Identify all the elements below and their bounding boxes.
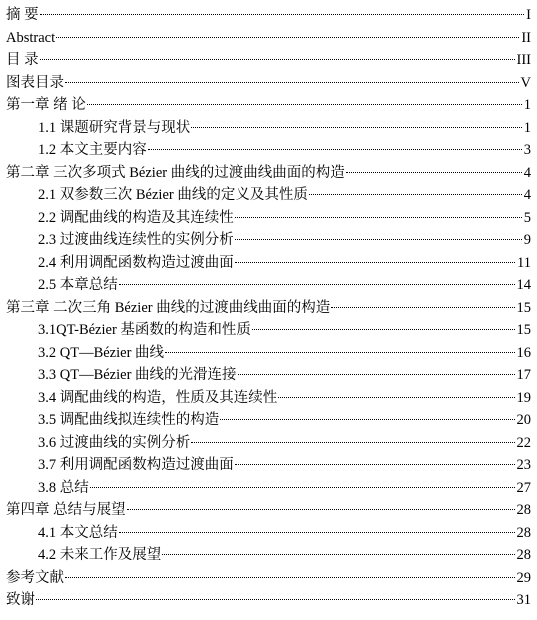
- toc-entry-title: Abstract: [6, 29, 56, 46]
- toc-entry-page: 5: [523, 209, 531, 226]
- dot-leader: [119, 532, 515, 533]
- dot-leader: [40, 59, 515, 60]
- toc-entry-section-2-3[interactable]: [0, 229, 531, 252]
- toc-entry-section-3-6[interactable]: [0, 432, 531, 455]
- dot-leader: [65, 577, 515, 578]
- dot-leader: [36, 599, 515, 600]
- toc-entry-page: 28: [516, 547, 531, 563]
- toc-entry-title: 2.1 双参数三次 Bézier 曲线的定义及其性质: [38, 187, 308, 203]
- toc-entry-page: 22: [516, 434, 531, 451]
- dot-leader: [191, 127, 522, 128]
- toc-entry-contents[interactable]: [0, 49, 531, 72]
- toc-entry-chapter-2[interactable]: [0, 162, 531, 185]
- dot-leader: [331, 307, 514, 308]
- toc-entry-page: 28: [516, 502, 531, 518]
- toc-entry-chapter-3[interactable]: [0, 297, 531, 320]
- dot-leader: [162, 554, 514, 555]
- toc-entry-title: 2.3 过渡曲线连续性的实例分析: [38, 232, 234, 248]
- dot-leader: [235, 239, 522, 240]
- dot-leader: [40, 14, 525, 15]
- toc-entry-page: 16: [516, 344, 531, 361]
- toc-entry-section-2-2[interactable]: [0, 207, 531, 230]
- toc-entry-section-3-7[interactable]: [0, 454, 531, 477]
- toc-entry-title: 摘 要: [6, 7, 39, 23]
- toc-entry-page: 19: [516, 389, 531, 406]
- dot-leader: [65, 82, 519, 83]
- dot-leader: [220, 419, 514, 420]
- dot-leader: [235, 217, 522, 218]
- toc-entry-page: 4: [523, 187, 531, 203]
- toc-entry-section-2-4[interactable]: [0, 252, 531, 275]
- toc-entry-page: 28: [516, 524, 531, 541]
- toc-entry-title: 目 录: [6, 52, 39, 68]
- toc-entry-chapter-4[interactable]: [0, 499, 531, 522]
- toc-entry-title: 4.2 未来工作及展望: [38, 547, 162, 563]
- dot-leader: [235, 262, 515, 263]
- toc-entry-page: 11: [517, 254, 531, 271]
- toc-entry-page: 15: [516, 299, 531, 316]
- toc-entry-title: 第四章 总结与展望: [6, 502, 126, 518]
- dot-leader: [119, 284, 515, 285]
- toc-entry-title: 3.6 过渡曲线的实例分析: [38, 434, 191, 451]
- toc-entry-page: 4: [523, 164, 531, 181]
- toc-entry-title: 第二章 三次多项式 Bézier 曲线的过渡曲线曲面的构造: [6, 164, 345, 181]
- toc-entry-page: 17: [516, 367, 531, 383]
- dot-leader: [238, 374, 515, 375]
- toc-entry-section-3-1[interactable]: [0, 319, 531, 342]
- toc-entry-title: 第一章 绪 论: [6, 97, 86, 113]
- toc-entry-title: 3.2 QT—Bézier 曲线: [38, 344, 165, 361]
- dot-leader: [148, 149, 522, 150]
- dot-leader: [191, 442, 514, 443]
- toc-entry-page: III: [516, 52, 531, 68]
- toc-entry-title: 第三章 二次三角 Bézier 曲线的过渡曲线曲面的构造: [6, 299, 331, 316]
- toc-entry-page: 1: [523, 97, 531, 113]
- toc-entry-page: V: [520, 74, 531, 91]
- toc-entry-title: 2.5 本章总结: [38, 277, 118, 293]
- toc-entry-title: 1.1 课题研究背景与现状: [38, 119, 191, 136]
- toc-entry-section-4-1[interactable]: [0, 522, 531, 545]
- toc-entry-title: 2.4 利用调配函数构造过渡曲面: [38, 254, 234, 271]
- toc-entry-page: 29: [516, 569, 531, 586]
- toc-entry-page: 3: [523, 142, 531, 158]
- toc-entry-title: 4.1 本文总结: [38, 524, 118, 541]
- toc-entry-title: 致谢: [6, 592, 35, 608]
- toc-entry-section-3-2[interactable]: [0, 342, 531, 365]
- toc-entry-figure-list[interactable]: [0, 72, 531, 95]
- dot-leader: [346, 172, 522, 173]
- toc-entry-page: 1: [523, 119, 531, 136]
- toc-entry-title: 3.5 调配曲线拟连续性的构造: [38, 412, 220, 428]
- toc-entry-title: 图表目录: [6, 74, 64, 91]
- dot-leader: [309, 194, 522, 195]
- toc-entry-section-4-2[interactable]: [0, 544, 531, 567]
- toc-entry-section-1-1[interactable]: [0, 117, 531, 140]
- toc-entry-title: 3.8 总结: [38, 479, 89, 496]
- toc-entry-title: 3.4 调配曲线的构造，性质及其连续性: [38, 389, 278, 406]
- dot-leader: [56, 37, 519, 38]
- toc-entry-section-3-3[interactable]: [0, 364, 531, 387]
- toc-entry-chapter-1[interactable]: [0, 94, 531, 117]
- toc-entry-title: 3.7 利用调配函数构造过渡曲面: [38, 457, 234, 473]
- dot-leader: [165, 352, 514, 353]
- dot-leader: [127, 509, 515, 510]
- toc-entry-page: 15: [516, 322, 531, 338]
- toc-entry-title: 3.3 QT—Bézier 曲线的光滑连接: [38, 367, 237, 383]
- toc-entry-page: I: [526, 7, 531, 23]
- dot-leader: [90, 487, 515, 488]
- toc-entry-title: 3.1QT-Bézier 基函数的构造和性质: [38, 322, 251, 338]
- toc-entry-page: 23: [516, 457, 531, 473]
- toc-entry-page: 9: [523, 232, 531, 248]
- toc-entry-acknowledgements[interactable]: [0, 589, 531, 612]
- toc-entry-section-3-4[interactable]: [0, 387, 531, 410]
- toc-entry-section-3-8[interactable]: [0, 477, 531, 500]
- toc-entry-section-2-5[interactable]: [0, 274, 531, 297]
- dot-leader: [235, 464, 515, 465]
- dot-leader: [278, 397, 514, 398]
- toc-entry-page: 27: [516, 479, 531, 496]
- toc-entry-abstract-en[interactable]: [0, 27, 531, 50]
- table-of-contents: [0, 4, 531, 612]
- toc-entry-section-2-1[interactable]: [0, 184, 531, 207]
- toc-entry-references[interactable]: [0, 567, 531, 590]
- toc-entry-page: II: [521, 29, 531, 46]
- dot-leader: [252, 329, 515, 330]
- dot-leader: [87, 104, 522, 105]
- toc-entry-page: 20: [516, 412, 531, 428]
- toc-entry-section-3-5[interactable]: [0, 409, 531, 432]
- toc-entry-abstract-cn[interactable]: [0, 4, 531, 27]
- toc-entry-page: 31: [516, 592, 531, 608]
- toc-entry-title: 参考文献: [6, 569, 64, 586]
- toc-entry-section-1-2[interactable]: [0, 139, 531, 162]
- toc-entry-title: 2.2 调配曲线的构造及其连续性: [38, 209, 234, 226]
- toc-entry-title: 1.2 本文主要内容: [38, 142, 147, 158]
- toc-entry-page: 14: [516, 277, 531, 293]
